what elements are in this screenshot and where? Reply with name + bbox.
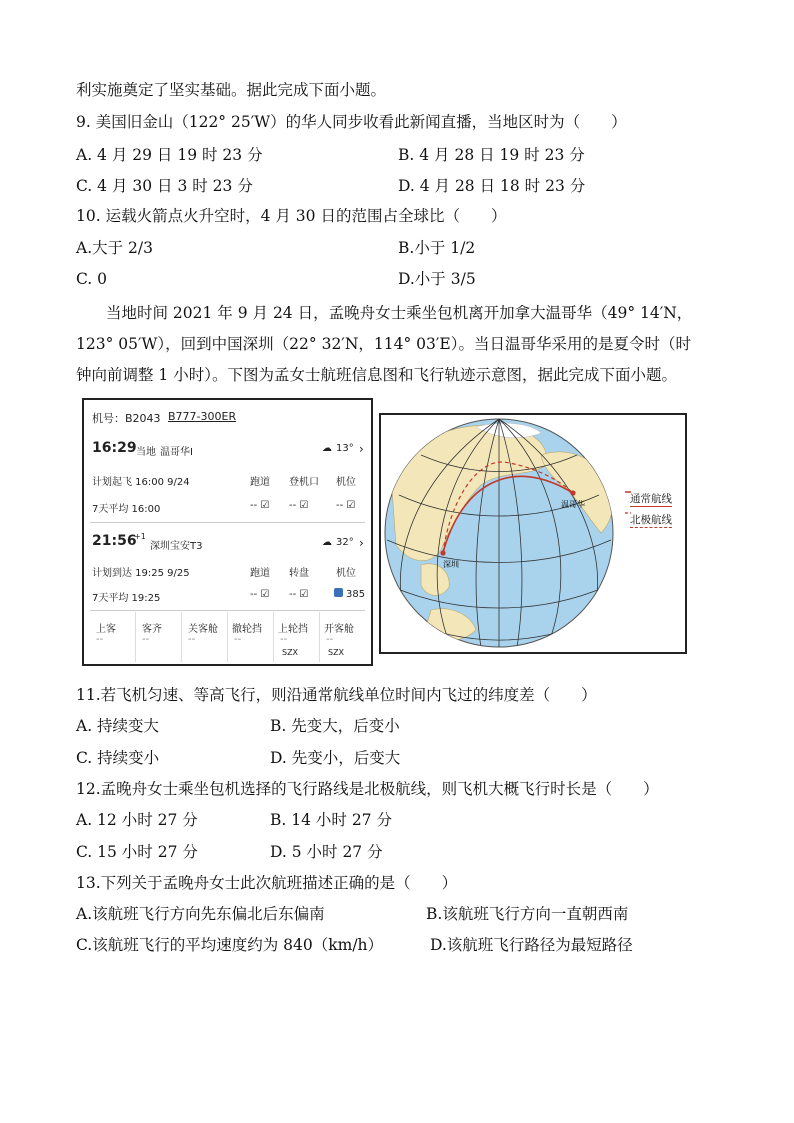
runway-value[interactable]: -- ☑ [250,589,270,600]
chevron-right-icon[interactable]: › [359,536,364,550]
vancouver-label: 温哥华 [561,500,585,509]
q10-option-b: B.小于 1/2 [398,239,476,257]
status-cell [182,612,228,662]
vancouver-marker [570,490,575,495]
q11-option-b: B. 先变大，后变小 [270,717,400,735]
arrival-day-offset: +1 [134,532,146,541]
airport-code: SZX [282,648,299,657]
gate-value[interactable]: -- ☑ [289,500,309,511]
q12-option-b: B. 14 小时 27 分 [270,811,392,829]
q10-option-d: D.小于 3/5 [398,270,476,288]
shenzhen-label: 深圳 [443,560,459,569]
status-label: 客齐 [142,624,162,635]
passage-line-3: 钟向前调整 1 小时）。下图为孟女士航班信息图和飞行轨迹示意图，据此完成下面小题。 [76,366,677,384]
status-cell [274,612,320,662]
stand-header: 机位 [336,477,356,488]
q11-option-d: D. 先变小，后变大 [270,749,401,767]
status-label: 上轮挡 [278,624,308,635]
chevron-right-icon[interactable]: › [359,442,364,456]
q11-option-c: C. 持续变小 [76,749,160,767]
status-value: -- [280,634,288,645]
status-value: -- [326,634,334,645]
q11-option-a: A. 持续变大 [76,717,160,735]
q9-option-c: C. 4 月 30 日 3 时 23 分 [76,177,253,195]
status-value: -- [234,634,242,645]
status-value: -- [142,634,150,645]
flight-info-card [82,398,373,666]
carousel-header: 转盘 [289,568,309,579]
cloudy-icon: ☁ [322,537,332,548]
divider [90,610,365,611]
divider [90,522,365,523]
q9-option-b: B. 4 月 28 日 19 时 23 分 [398,146,585,164]
flight-number-label: 机号：B2043 [92,412,161,425]
status-label: 撤轮挡 [232,624,262,635]
q9-option-d: D. 4 月 28 日 18 时 23 分 [398,177,586,195]
runway-header: 跑道 [250,477,270,488]
arrival-weather: 32° [336,537,354,548]
runway-value[interactable]: -- ☑ [250,500,270,511]
status-cell [228,612,274,662]
q12-option-a: A. 12 小时 27 分 [76,811,198,829]
status-label: 开客舱 [324,624,354,635]
gate-header: 登机口 [289,477,319,488]
passage-line-1: 当地时间 2021 年 9 月 24 日，孟晚舟女士乘坐包机离开加拿大温哥华（49° 14′N， [106,304,693,322]
status-value: -- [188,634,196,645]
q11-stem: 11.若飞机匀速、等高飞行，则沿通常航线单位时间内飞过的纬度差（ ） [76,686,597,704]
arrival-city: 深圳宝安T3 [150,541,203,552]
flight-route-globe-figure [379,413,687,654]
departure-scheduled: 计划起飞 16:00 9/24 [92,477,190,488]
passage-line-2: 123° 05′W），回到中国深圳（22° 32′N，114° 03′E）。当日温哥华采用的是夏令时（时 [76,335,691,353]
q12-option-d: D. 5 小时 27 分 [270,843,383,861]
q9-option-a: A. 4 月 29 日 19 时 23 分 [76,146,263,164]
legend-normal-route: 通常航线 [630,493,672,505]
q9-stem: 9. 美国旧金山（122° 25′W）的华人同步收看此新闻直播，当地区时为（ ） [76,113,627,131]
departure-weather: 13° [336,443,354,454]
arrival-time: 21:56 [92,533,137,549]
arrival-scheduled: 计划到达 19:25 9/25 [92,568,190,579]
runway-header: 跑道 [250,568,270,579]
shenzhen-marker [440,550,445,555]
intro-line: 利实施奠定了坚实基础。据此完成下面小题。 [76,81,387,99]
status-label: 上客 [96,624,116,635]
globe-svg [381,415,685,652]
q13-option-b: B.该航班飞行方向一直朝西南 [426,905,629,923]
status-cell [320,612,365,662]
departure-time: 16:29 [92,440,137,456]
q13-option-c: C.该航班飞行的平均速度约为 840（km/h） [76,936,384,954]
status-grid [90,612,365,662]
departure-average: 7天平均 16:00 [92,504,161,515]
departure-city: 温哥华I [160,447,193,458]
arrival-average: 7天平均 19:25 [92,593,161,604]
status-label: 关客舱 [188,624,218,635]
q13-option-d: D.该航班飞行路径为最短路径 [430,936,633,954]
q13-option-a: A.该航班飞行方向先东偏北后东偏南 [76,905,325,923]
q10-option-c: C. 0 [76,270,108,288]
carousel-value[interactable]: -- ☑ [289,589,309,600]
cloudy-icon: ☁ [322,443,332,454]
q12-stem: 12.孟晚舟女士乘坐包机选择的飞行路线是北极航线，则飞机大概飞行时长是（ ） [76,780,659,798]
status-cell [136,612,182,662]
stand-value[interactable]: -- ☑ [336,500,356,511]
status-value: -- [96,634,104,645]
status-cell [90,612,136,662]
q12-option-c: C. 15 小时 27 分 [76,843,198,861]
q13-stem: 13.下列关于孟晚舟女士此次航班描述正确的是（ ） [76,874,458,892]
departure-local-label: 当地 [136,447,156,458]
stand-icon [334,588,343,597]
airport-code: SZX [328,648,345,657]
q10-stem: 10. 运载火箭点火升空时，4 月 30 日的范围占全球比（ ） [76,207,507,225]
aircraft-type: B777-300ER [168,410,237,423]
arrival-stand-value: 385 [346,589,366,600]
stand-header: 机位 [336,568,356,579]
q10-option-a: A.大于 2/3 [76,239,153,257]
legend-polar-route: 北极航线 [630,514,672,526]
